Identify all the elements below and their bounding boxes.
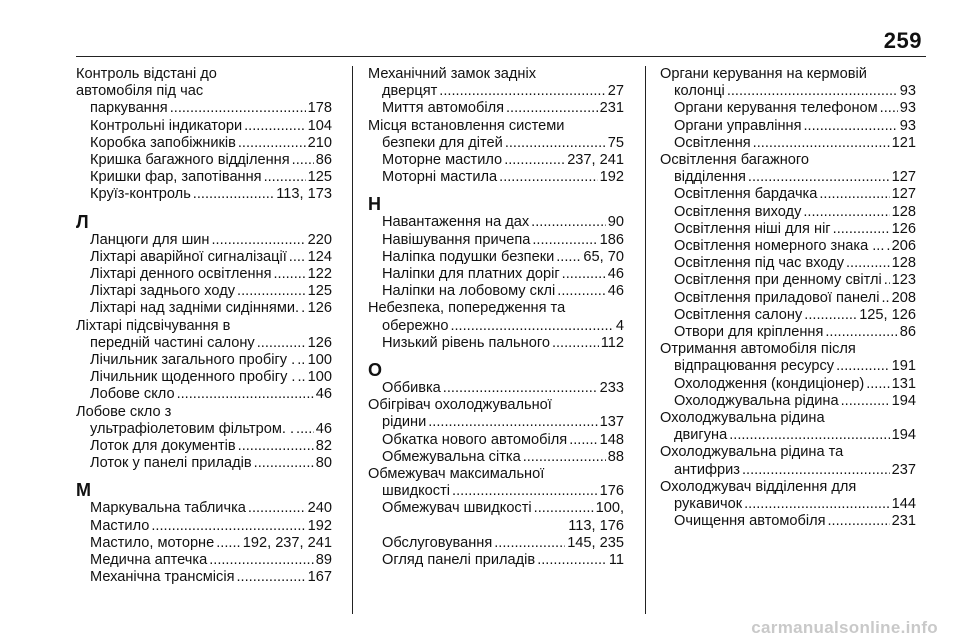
index-entry-label: Мастило, моторне — [90, 534, 215, 551]
index-entry-pages: 46 — [315, 386, 332, 403]
index-entry-pages: 191 — [891, 358, 916, 375]
index-entry — [660, 221, 916, 238]
index-entry-pages: 80 — [315, 455, 332, 472]
index-entry-label: паркування — [90, 100, 168, 117]
index-entry-pages: 4 — [615, 317, 624, 334]
dot-leader — [534, 500, 594, 517]
index-entry-pages: 237 — [891, 461, 916, 478]
dot-leader — [556, 249, 581, 266]
index-entry-pages: 93 — [899, 100, 916, 117]
index-entry-label: Освітлення номерного знака ... — [674, 238, 885, 255]
dot-leader — [886, 238, 889, 255]
dot-leader — [244, 118, 306, 135]
index-entry — [660, 479, 916, 513]
index-entry-pages: 100 — [307, 369, 332, 386]
watermark: carmanualsonline.info — [751, 618, 938, 637]
dot-leader — [238, 135, 306, 152]
dot-leader — [804, 307, 857, 324]
index-entry-label: рідини — [382, 414, 427, 431]
index-entry-label: Освітлення — [674, 134, 751, 151]
dot-leader — [881, 290, 889, 307]
index-entry — [368, 335, 624, 352]
index-entry-pages: 194 — [891, 392, 916, 409]
index-entry-text: автомобіля під час — [76, 83, 204, 100]
index-entry-label: Отвори для кріплення — [674, 324, 824, 341]
index-entry-pages: 126 — [307, 300, 332, 317]
index-entry — [368, 397, 624, 431]
index-entry — [368, 380, 624, 397]
index-entry — [76, 266, 332, 283]
index-entry-pages: 11 — [608, 552, 624, 569]
index-entry — [368, 118, 624, 152]
index-column-1 — [76, 66, 332, 586]
dot-leader — [177, 386, 314, 403]
index-entry-pages: 123 — [891, 272, 916, 289]
dot-leader — [209, 552, 314, 569]
header-rule — [76, 56, 926, 57]
dot-leader — [532, 232, 597, 249]
index-entry-pages: 46 — [315, 420, 332, 437]
dot-leader — [292, 152, 314, 169]
dot-leader — [193, 186, 274, 203]
index-entry-pages: 128 — [891, 255, 916, 272]
index-entry-label: Низький рівень пального — [382, 334, 550, 351]
index-entry — [76, 369, 332, 386]
index-entry-text: Небезпека, попередження та — [368, 300, 566, 317]
index-entry — [368, 283, 624, 300]
index-entry-pages: 126 — [307, 334, 332, 351]
dot-leader — [523, 449, 606, 466]
index-entry-pages: 125 — [307, 169, 332, 186]
index-entry-label: дверцят — [382, 83, 438, 100]
dot-leader — [494, 535, 565, 552]
index-entry-pages-continued: 113, 176 — [568, 517, 624, 534]
index-entry-pages: 194 — [891, 427, 916, 444]
index-entry — [76, 152, 332, 169]
dot-leader — [170, 100, 306, 117]
dot-leader — [841, 393, 890, 410]
dot-leader — [803, 204, 889, 221]
index-entry — [76, 569, 332, 586]
index-entry-label: Освітлення приладової панелі — [674, 289, 880, 306]
index-entry — [76, 318, 332, 352]
index-entry-label: Ліхтарі заднього ходу — [90, 283, 236, 300]
index-entry-text: Охолоджувальна рідина та — [660, 444, 844, 461]
column-divider-1 — [352, 66, 353, 614]
index-entry-label: Охолоджувальна рідина — [674, 392, 839, 409]
index-entry-pages: 65, 70 — [583, 248, 624, 265]
index-entry-pages: 192 — [599, 169, 624, 186]
index-entry-pages: 121 — [891, 134, 916, 151]
index-entry-text: Обігрівач охолоджувальної — [368, 397, 552, 414]
dot-leader — [296, 421, 314, 438]
index-entry — [660, 393, 916, 410]
index-entry — [76, 518, 332, 535]
index-entry-pages: 186 — [599, 231, 624, 248]
dot-leader — [825, 324, 897, 341]
index-entry — [76, 552, 332, 569]
index-entry — [660, 376, 916, 393]
index-entry-label: Медична аптечка — [90, 552, 208, 569]
index-entry-pages: 122 — [307, 266, 332, 283]
index-entry-pages: 220 — [307, 231, 332, 248]
dot-leader — [297, 352, 305, 369]
dot-leader — [846, 255, 890, 272]
dot-leader — [238, 438, 314, 455]
dot-leader — [537, 552, 607, 569]
index-entry — [368, 466, 624, 500]
dot-leader — [264, 169, 306, 186]
index-entry-text: Охолоджувач відділення для — [660, 478, 857, 495]
index-entry-label: Обкатка нового автомобіля — [382, 431, 568, 448]
index-entry-text: Отримання автомобіля після — [660, 341, 856, 358]
index-entry — [368, 66, 624, 100]
index-entry-pages: 93 — [899, 83, 916, 100]
index-entry-pages: 124 — [307, 248, 332, 265]
index-entry-text: Механічний замок задніх — [368, 66, 537, 82]
dot-leader — [569, 432, 597, 449]
dot-leader — [428, 414, 597, 431]
dot-leader — [504, 152, 565, 169]
page-number: 259 — [883, 28, 922, 53]
index-entry-label: Наліпки для платних доріг — [382, 266, 560, 283]
index-entry — [660, 186, 916, 203]
index-entry-label: Освітлення під час входу — [674, 255, 844, 272]
index-entry-text: Лобове скло з — [76, 403, 172, 420]
index-entry — [76, 404, 332, 438]
dot-leader — [257, 335, 306, 352]
index-entry-pages: 125, 126 — [859, 306, 916, 323]
index-entry — [76, 300, 332, 317]
index-entry-pages: 113, 173 — [276, 186, 332, 203]
index-letter-heading: М — [76, 480, 91, 501]
index-entry-pages: 137 — [599, 414, 624, 431]
index-entry-label: Механічна трансмісія — [90, 569, 235, 586]
index-entry — [368, 266, 624, 283]
index-entry-pages: 145, 235 — [567, 534, 624, 551]
dot-leader — [819, 186, 889, 203]
index-entry — [76, 169, 332, 186]
index-entry-label: Обмежувач швидкості — [382, 500, 532, 517]
index-entry — [368, 500, 624, 534]
index-entry-pages: 46 — [607, 283, 624, 300]
index-entry-text: Органи керування на кермовій — [660, 66, 867, 82]
index-entry-text: Ліхтарі підсвічування в — [76, 317, 231, 334]
index-entry-label: Освітлення виходу — [674, 203, 802, 220]
dot-leader — [884, 272, 890, 289]
index-entry — [76, 438, 332, 455]
index-entry-label: Наліпки на лобовому склі — [382, 283, 556, 300]
index-entry-text: Освітлення багажного — [660, 152, 810, 169]
index-entry-label: ультрафіолетовим фільтром. . — [90, 420, 295, 437]
index-entry — [368, 249, 624, 266]
index-entry-label: обережно — [382, 317, 449, 334]
index-entry-label: Кришки фар, запотівання — [90, 169, 262, 186]
index-entry — [368, 232, 624, 249]
index-entry — [76, 455, 332, 472]
index-entry-pages: 233 — [599, 380, 624, 397]
index-letter-heading: Л — [76, 211, 89, 232]
index-entry-label: Освітлення салону — [674, 306, 803, 323]
dot-leader — [237, 283, 306, 300]
index-entry-label: Кришка багажного відділення — [90, 152, 290, 169]
index-entry-label: Наліпка подушки безпеки — [382, 248, 555, 265]
dot-leader — [450, 318, 613, 335]
index-entry-label: безпеки для дітей — [382, 134, 503, 151]
index-entry-pages: 208 — [891, 289, 916, 306]
index-entry — [660, 100, 916, 117]
index-entry-label: швидкості — [382, 483, 451, 500]
index-entry-label: колонці — [674, 83, 725, 100]
dot-leader — [557, 283, 606, 300]
index-entry — [660, 152, 916, 186]
index-entry-pages: 93 — [899, 117, 916, 134]
index-entry-pages: 46 — [607, 266, 624, 283]
index-entry-label: Ліхтарі над задніми сидіннями. — [90, 300, 300, 317]
index-entry-pages: 104 — [307, 117, 332, 134]
dot-leader — [298, 369, 306, 386]
dot-leader — [443, 380, 598, 397]
dot-leader — [742, 462, 890, 479]
dot-leader — [753, 135, 890, 152]
index-entry-pages: 127 — [891, 169, 916, 186]
dot-leader — [301, 300, 306, 317]
index-entry — [76, 500, 332, 517]
index-entry-label: відділення — [674, 169, 746, 186]
index-entry-label: Органи керування телефоном — [674, 100, 878, 117]
dot-leader — [439, 83, 605, 100]
index-entry-pages: 127 — [891, 186, 916, 203]
index-entry — [660, 513, 916, 530]
index-entry — [76, 535, 332, 552]
index-entry-text: Обмежувач максимальної — [368, 466, 545, 483]
index-entry-label: Маркувальна табличка — [90, 500, 246, 517]
index-entry — [660, 410, 916, 444]
index-entry-label: Лоток у панелі приладів — [90, 455, 252, 472]
index-entry — [76, 352, 332, 369]
index-entry — [660, 66, 916, 100]
dot-leader — [727, 83, 898, 100]
dot-leader — [729, 427, 889, 444]
index-entry — [368, 300, 624, 334]
index-entry-label: Огляд панелі приладів — [382, 552, 536, 569]
index-entry — [76, 66, 332, 118]
index-entry-pages: 231 — [599, 100, 624, 117]
index-entry — [368, 214, 624, 231]
index-entry — [76, 186, 332, 203]
index-entry-pages: 126 — [891, 220, 916, 237]
index-entry-label: Охолодження (кондиціонер) — [674, 375, 865, 392]
dot-leader — [499, 169, 598, 186]
index-entry-text: Контроль відстані до — [76, 66, 217, 82]
index-entry-pages: 86 — [315, 152, 332, 169]
index-entry-pages: 86 — [899, 324, 916, 341]
index-entry-pages: 192, 237, 241 — [242, 534, 332, 551]
index-entry — [76, 135, 332, 152]
index-entry-pages: 240 — [307, 500, 332, 517]
dot-leader — [212, 232, 306, 249]
dot-leader — [254, 455, 314, 472]
index-entry — [368, 552, 624, 569]
index-entry-label: Органи управління — [674, 117, 802, 134]
index-entry — [76, 386, 332, 403]
index-entry — [76, 232, 332, 249]
index-entry-label: Коробка запобіжників — [90, 134, 236, 151]
index-entry-pages: 206 — [891, 238, 916, 255]
index-entry — [368, 449, 624, 466]
index-entry-label: Лобове скло — [90, 386, 175, 403]
index-entry — [660, 204, 916, 221]
index-entry-label: Обмежувальна сітка — [382, 448, 521, 465]
index-entry-label: Лічильник загального пробігу . — [90, 352, 296, 369]
index-entry — [76, 249, 332, 266]
index-entry-pages: 148 — [599, 431, 624, 448]
index-entry — [660, 135, 916, 152]
dot-leader — [531, 214, 606, 231]
index-entry-pages: 89 — [315, 552, 332, 569]
index-entry — [660, 255, 916, 272]
index-entry-pages: 192 — [307, 517, 332, 534]
index-entry-text: Охолоджувальна рідина — [660, 410, 825, 427]
index-entry-label: Моторне мастило — [382, 152, 503, 169]
index-entry-label: Освітлення бардачка — [674, 186, 818, 203]
index-entry-pages: 75 — [607, 134, 624, 151]
dot-leader — [836, 358, 890, 375]
index-entry-label: Круїз-контроль — [90, 186, 191, 203]
index-entry-pages: 128 — [891, 203, 916, 220]
index-entry — [660, 307, 916, 324]
index-entry-pages: 144 — [891, 496, 916, 513]
dot-leader — [289, 249, 306, 266]
index-entry-label: Ланцюги для шин — [90, 231, 210, 248]
index-entry-pages: 167 — [307, 569, 332, 586]
index-entry-label: Освітлення при денному світлі — [674, 272, 882, 289]
index-entry — [660, 118, 916, 135]
dot-leader — [828, 513, 890, 530]
index-entry-pages: 231 — [891, 513, 916, 530]
index-entry — [368, 432, 624, 449]
index-entry-label: Лоток для документів — [90, 438, 236, 455]
index-entry-label: Ліхтарі денного освітлення — [90, 266, 272, 283]
column-divider-2 — [645, 66, 646, 614]
index-entry-pages: 176 — [599, 483, 624, 500]
index-entry — [660, 290, 916, 307]
index-entry-pages: 178 — [307, 100, 332, 117]
index-entry-pages: 131 — [891, 375, 916, 392]
index-entry-pages: 237, 241 — [567, 152, 624, 169]
index-entry-label: Миття автомобіля — [382, 100, 504, 117]
index-entry-label: Очищення автомобіля — [674, 513, 826, 530]
dot-leader — [748, 169, 890, 186]
index-entry-label: Моторні мастила — [382, 169, 498, 186]
index-letter-heading: О — [368, 360, 383, 381]
dot-leader — [452, 483, 598, 500]
index-entry-pages: 100, — [595, 500, 624, 517]
index-entry-pages: 125 — [307, 283, 332, 300]
index-entry — [76, 283, 332, 300]
dot-leader — [505, 135, 606, 152]
index-entry-label: передній частині салону — [90, 334, 255, 351]
index-entry-label: Навантаження на дах — [382, 214, 530, 231]
dot-leader — [216, 535, 241, 552]
index-entry — [660, 238, 916, 255]
index-entry — [76, 118, 332, 135]
dot-leader — [833, 221, 890, 238]
index-entry-text: Місця встановлення системи — [368, 117, 565, 134]
index-entry — [660, 444, 916, 478]
dot-leader — [744, 496, 890, 513]
dot-leader — [273, 266, 305, 283]
dot-leader — [151, 518, 305, 535]
index-entry — [368, 535, 624, 552]
index-entry-pages: 88 — [607, 448, 624, 465]
index-entry — [368, 152, 624, 169]
index-entry-pages: 82 — [315, 438, 332, 455]
index-entry-label: Навішування причепа — [382, 231, 531, 248]
index-letter-heading: Н — [368, 194, 381, 215]
dot-leader — [562, 266, 606, 283]
index-entry-label: рукавичок — [674, 496, 743, 513]
index-column-3 — [660, 66, 916, 530]
index-entry-label: Контрольні індикатори — [90, 117, 243, 134]
dot-leader — [803, 118, 897, 135]
index-entry — [660, 341, 916, 375]
index-entry-label: двигуна — [674, 427, 728, 444]
dot-leader — [248, 500, 306, 517]
index-entry-label: Ліхтарі аварійної сигналізації — [90, 248, 287, 265]
index-entry-pages: 90 — [607, 214, 624, 231]
index-entry — [660, 324, 916, 341]
index-entry-label: відпрацювання ресурсу — [674, 358, 835, 375]
dot-leader — [866, 376, 889, 393]
dot-leader — [506, 100, 598, 117]
index-entry-label: Оббивка — [382, 380, 441, 397]
index-column-2 — [368, 66, 624, 569]
dot-leader — [552, 335, 599, 352]
index-entry — [368, 100, 624, 117]
index-entry-label: Освітлення ніші для ніг — [674, 220, 831, 237]
index-entry — [368, 169, 624, 186]
dot-leader — [880, 100, 898, 117]
index-entry-label: антифриз — [674, 461, 740, 478]
index-entry-pages: 210 — [307, 134, 332, 151]
index-entry-label: Мастило — [90, 517, 150, 534]
index-entry-label: Лічильник щоденного пробігу . — [90, 369, 296, 386]
dot-leader — [237, 569, 306, 586]
index-entry-pages: 27 — [607, 83, 624, 100]
index-entry — [660, 272, 916, 289]
index-entry-pages: 100 — [307, 352, 332, 369]
index-entry-pages: 112 — [600, 334, 624, 351]
index-entry-label: Обслуговування — [382, 534, 493, 551]
